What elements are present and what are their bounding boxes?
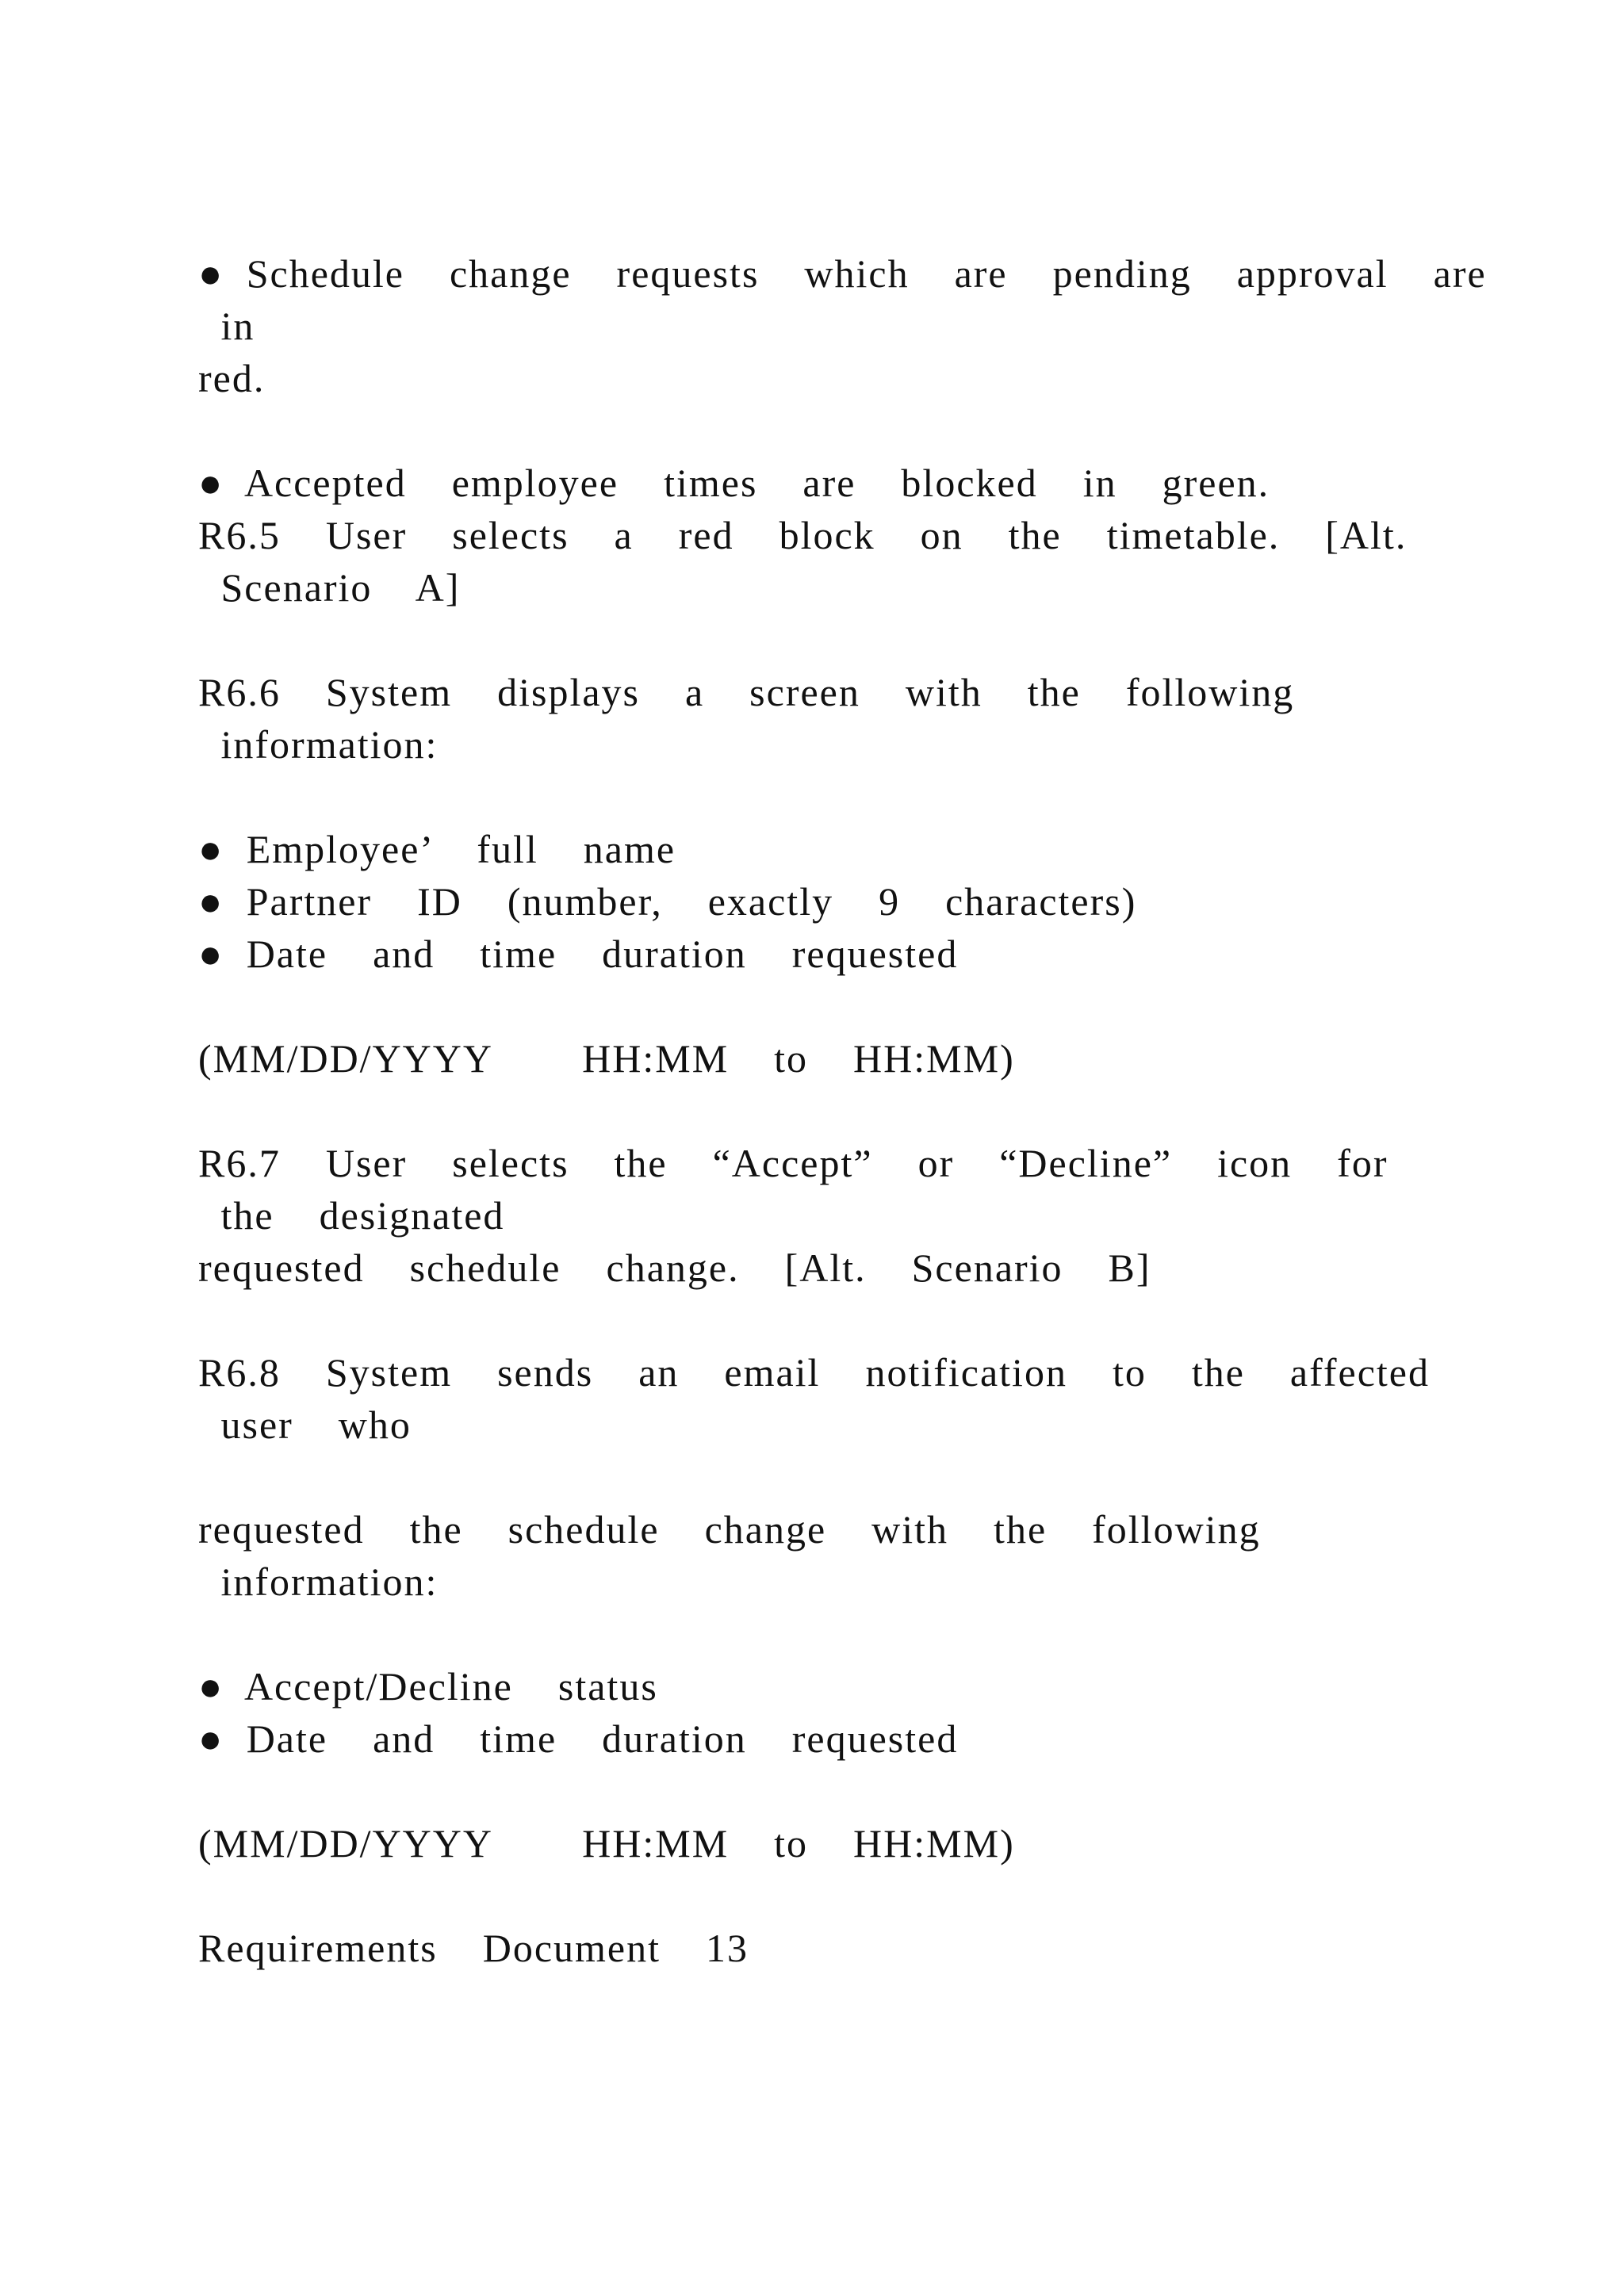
requirement-r6-6: R6.6 System displays a screen with the following <box>198 670 1295 714</box>
bullet-accept-decline-status: ● Accept/Decline status <box>198 1664 658 1709</box>
bullet-partner-id: ● Partner ID (number, exactly 9 characters) <box>198 879 1137 924</box>
date-time-format-2: (MM/DD/YYYY HH:MM to HH:MM) <box>198 1821 1015 1866</box>
requirement-r6-6-cont: information: <box>198 722 439 767</box>
page-footer: Requirements Document 13 <box>198 1926 749 1970</box>
bullet-date-time-duration: ● Date and time duration requested <box>198 932 959 976</box>
requirement-r6-8: R6.8 System sends an email notification to the affected <box>198 1350 1430 1395</box>
requirement-r6-5: R6.5 User selects a red block on the timetable. [Alt. <box>198 513 1408 557</box>
bullet-employee-name: ● Employee’ full name <box>198 827 676 871</box>
requirement-r6-5-cont: Scenario A] <box>198 565 461 610</box>
bullet-date-time-duration-2: ● Date and time duration requested <box>198 1716 959 1761</box>
bullet-pending-requests-cont-1: in <box>198 304 255 348</box>
bullet-pending-requests: ● Schedule change requests which are pending approval are <box>198 251 1487 296</box>
requirement-r6-7-cont-2: requested schedule change. [Alt. Scenario B] <box>198 1246 1151 1290</box>
bullet-accepted-times: ● Accepted employee times are blocked in green. <box>198 461 1270 505</box>
requirement-r6-7-cont-1: the designated <box>198 1193 505 1238</box>
bullet-pending-requests-cont-2: red. <box>198 356 266 400</box>
requirement-r6-8-cont-2: requested the schedule change with the following <box>198 1507 1261 1552</box>
requirement-r6-8-cont-1: user who <box>198 1402 412 1447</box>
requirement-r6-8-cont-3: information: <box>198 1559 439 1604</box>
requirement-r6-7: R6.7 User selects the “Accept” or “Decline” icon for <box>198 1141 1388 1185</box>
date-time-format: (MM/DD/YYYY HH:MM to HH:MM) <box>198 1036 1015 1081</box>
